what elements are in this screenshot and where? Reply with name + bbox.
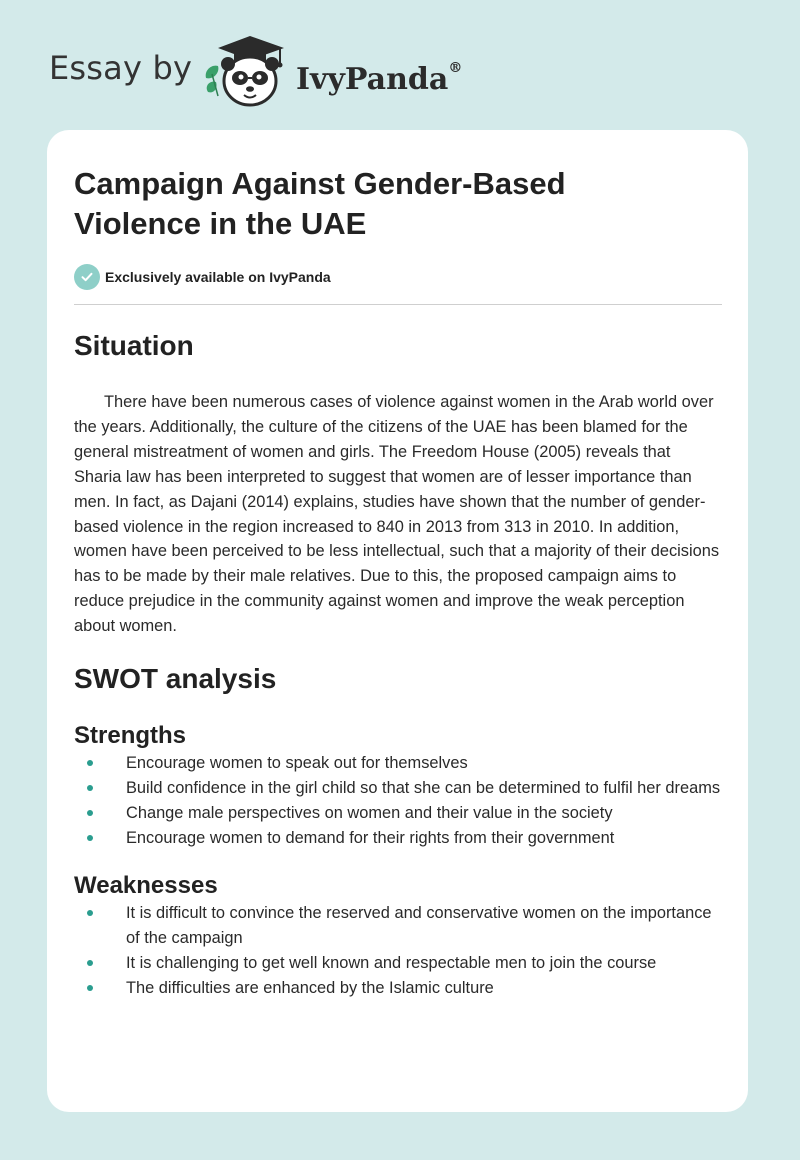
- list-item: Encourage women to speak out for themselves: [74, 751, 722, 776]
- registered-mark: ®: [448, 60, 463, 76]
- bullet-icon: [87, 985, 93, 991]
- bullet-icon: [87, 910, 93, 916]
- exclusive-badge-text: Exclusively available on IvyPanda: [105, 269, 331, 285]
- list-item: Change male perspectives on women and their value in the society: [74, 801, 722, 826]
- exclusive-badge: [74, 263, 722, 291]
- bullet-icon: [87, 785, 93, 791]
- weaknesses-list: [74, 901, 722, 1001]
- bullet-icon: [87, 810, 93, 816]
- brand-name: IvyPanda®: [296, 60, 463, 97]
- strengths-list: [74, 751, 722, 851]
- list-item: Build confidence in the girl child so that she can be determined to fulfil her dreams: [74, 776, 722, 801]
- list-item: Encourage women to demand for their rights from their government: [74, 826, 722, 851]
- panda-logo-icon: [200, 34, 296, 110]
- bullet-icon: [87, 960, 93, 966]
- list-item: The difficulties are enhanced by the Islamic culture: [74, 976, 722, 1001]
- page-title: Campaign Against Gender-Based Violence in the UAE: [74, 166, 566, 241]
- swot-heading: SWOT analysis: [74, 663, 277, 695]
- essay-card: [47, 130, 748, 1112]
- essay-by-label: Essay by: [49, 49, 193, 87]
- bullet-icon: [87, 835, 93, 841]
- situation-heading: Situation: [74, 330, 194, 361]
- divider: [74, 304, 722, 305]
- strengths-heading: Strengths: [74, 722, 187, 750]
- weaknesses-heading: Weaknesses: [74, 872, 218, 900]
- list-item: It is challenging to get well known and respectable men to join the course: [74, 951, 722, 976]
- list-item: It is difficult to convince the reserved and conservative women on the importance of the campaign: [74, 901, 722, 951]
- site-header: [0, 0, 800, 130]
- bullet-icon: [87, 760, 93, 766]
- check-icon: [74, 264, 100, 290]
- situation-paragraph: There have been numerous cases of violence against women in the Arab world over the years. Additionally, the culture of the citizens of the UAE has been blamed for the general mistreatment of women and girls. The Freedom House (2005) reveals that Sharia law has been interpreted to suggest that women are of lesser importance than men. In fact, as Dajani (2014) explains, studies have shown that the number of gender-based violence in the region increased to 840 in 2013 from 313 in 2010. In addition, women have been perceived to be less intellectual, such that a majority of their decisions has to be made by their male relatives. Due to this, the proposed campaign aims to reduce prejudice in the community against women and improve the weak perception about women.: [74, 393, 720, 636]
